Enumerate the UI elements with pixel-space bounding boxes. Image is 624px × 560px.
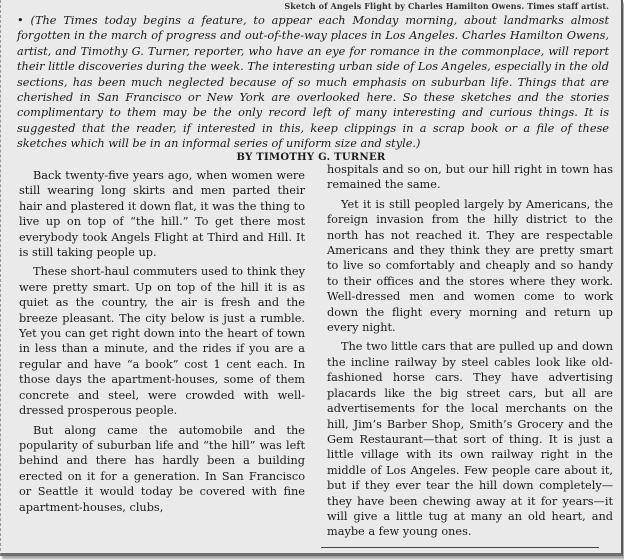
editor-intro-note: • (The Times today begins a feature, to appear each Monday morning, about landmarks almost forgotten in the march of progress and out-of-the-way places in Los Angeles. Charles Hamilton Owens, artist, and Timothy G. Turner, reporter, who have an eye for romance in the commonplace, will report their little discoveries during the week. The interesting urban side of Los Angeles, especially in the old sections, has been much neglected because of so much emphasis on suburban life. Things that are cherished in San Francisco or New York are overlooked here. So these sketches and the stories complimentary to them may be the only record left of many interesting and curious things. It is suggested that the reader, if interested in this, keep clippings in a scrap book or a file of these sketches which will be in an informal series of uniform size and style.) — [17, 14, 609, 151]
paragraph-continuation: hospitals and so on, but our hill right in town has remained the same. — [327, 163, 613, 192]
article-column-left — [19, 168, 305, 519]
paragraph: These short-haul commuters used to think they were pretty smart. Up on top of the hill it is as quiet as the country, the air is fresh and the breeze pleasant. The city below is just a rumble. Yet you can get right down into the heart of town in less than a minute, and the rides if you are a regular and have “a book” cost 1 cent each. In those days the apartment-houses, some of them concrete and steel, were crowded with well-dressed prosperous people. — [19, 265, 305, 418]
column-end-rule — [321, 547, 599, 548]
paragraph: Back twenty-five years ago, when women were still wearing long skirts and men parted their hair and plastered it down flat, it was the thing to live up on top of “the hill.” To get there most everybody took Angels Flight at Third and Hill. It is still taking people up. — [19, 169, 305, 260]
paragraph: But along came the automobile and the popularity of suburban life and “the hill” was left behind and there has hardly been a building erected on it for a generation. In San Francisco or Seattle it would today be covered with fine apartment-houses, clubs, — [19, 423, 305, 514]
paragraph: Yet it is still peopled largely by Americans, the foreign invasion from the hilly district to the north has not reached it. They are respectable Americans and they think they are pretty smart to live so comfortably and cheaply and so handy to their offices and the stores where they work. Well-dressed men and women come to work down the flight every morning and return up every night. — [327, 197, 613, 335]
article-column-right — [327, 162, 613, 544]
byline: BY TIMOTHY G. TURNER — [236, 152, 386, 163]
paragraph: The two little cars that are pulled up and down the incline railway by steel cables look like old-fashioned horse cars. They have advertising placards like the big street cars, but all are advertisements for the local merchants on the hill, Jim’s Barber Shop, Smith’s Grocery and the Gem Restaurant—that sort of thing. It is just a little village with its own railway right in the middle of Los Angeles. Few people care about it, but if they ever tear the hill down completely—they have been chewing away at it for years—it will give a little tug at many an old heart, and maybe a few young ones. — [327, 340, 613, 539]
illustration-caption: Sketch of Angels Flight by Charles Hamilton Owens. Times staff artist. — [284, 1, 609, 11]
